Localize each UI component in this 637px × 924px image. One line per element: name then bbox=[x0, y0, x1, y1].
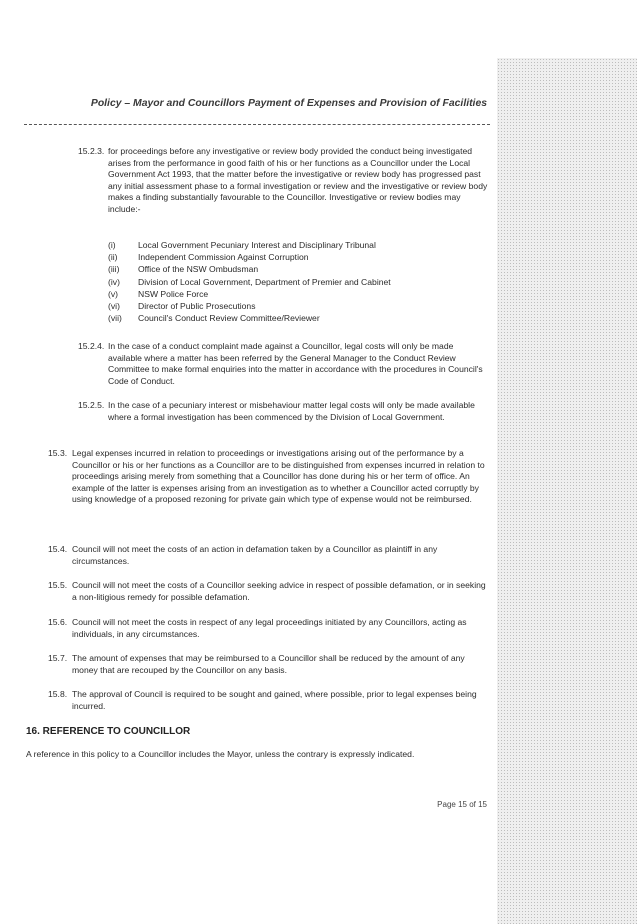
list-numeral: (iv) bbox=[108, 276, 120, 287]
clause-text: Legal expenses incurred in relation to proceedings or investigations arising out of the performance by a Councillor or his or her functions as a Councillor are to be distinguished from expenses incurred in relation to proceedings arising merely from something that a Councillor has done during his or her term of office. An example of the latter is expenses arising from an investigation as to whether a Councillor acted corruptly by using knowledge of a proposed rezoning for private gain which type of expense would not be reimbursed. bbox=[72, 448, 485, 504]
margin-texture-band bbox=[497, 58, 637, 924]
clause-15-2-5 bbox=[78, 400, 490, 436]
list-text: Office of the NSW Ombudsman bbox=[138, 264, 259, 275]
list-numeral: (ii) bbox=[108, 252, 118, 263]
clause-15-8 bbox=[48, 689, 490, 713]
clause-15-6 bbox=[48, 617, 490, 641]
clause-number: 15.6. bbox=[48, 617, 68, 627]
header-title: Policy – Mayor and Councillors Payment of Expenses and Provision of Facilities bbox=[90, 98, 487, 109]
clause-number: 15.2.4. bbox=[78, 341, 105, 351]
list-item bbox=[108, 240, 478, 252]
clause-text: The approval of Council is required to be sought and gained, where possible, prior to legal expenses being incurred. bbox=[72, 689, 477, 711]
clause-number: 15.2.3. bbox=[78, 146, 105, 156]
list-numeral: (v) bbox=[108, 288, 119, 299]
clause-text: Council will not meet the costs of a Councillor seeking advice in respect of possible defamation, or in seeking a non-litigious remedy for possible defamation. bbox=[72, 580, 486, 602]
list-text: Division of Local Government, Department of Premier and Cabinet bbox=[138, 276, 391, 287]
list-numeral: (iii) bbox=[108, 264, 120, 275]
list-item bbox=[108, 264, 478, 276]
clause-15-7 bbox=[48, 653, 490, 677]
clause-text: In the case of a conduct complaint made against a Councillor, legal costs will only be made available where a matter has been referred by the General Manager to the Conduct Review Committee to make formal enquiries into the matter in accordance with the procedures in Council's Code of Conduct. bbox=[108, 341, 483, 386]
clause-number: 15.2.5. bbox=[78, 400, 105, 410]
list-numeral: (vi) bbox=[108, 300, 120, 311]
clause-number: 15.4. bbox=[48, 544, 68, 554]
section-16-heading: 16. REFERENCE TO COUNCILLOR bbox=[26, 726, 191, 737]
list-item bbox=[108, 301, 478, 313]
header-rule bbox=[24, 124, 490, 125]
list-item bbox=[108, 313, 478, 325]
clause-15-3 bbox=[48, 448, 490, 532]
list-item bbox=[108, 289, 478, 301]
clause-text: for proceedings before any investigative or review body provided the conduct being investigated arises from the performance in good faith of his or her functions as a Councillor under the Local Government Act 1993, that the matter before the investigative or review body has progressed past any initial assessment phase to a formal investigation or review and the investigative or review body makes a finding substantially favourable to the Councillor. Investigative or review bodies may include:- bbox=[108, 146, 488, 214]
section-16-text: A reference in this policy to a Councillor includes the Mayor, unless the contrary is expressly indicated. bbox=[26, 749, 415, 759]
list-text: Council's Conduct Review Committee/Reviewer bbox=[138, 313, 320, 324]
list-text: NSW Police Force bbox=[138, 288, 209, 299]
list-numeral: (vii) bbox=[108, 313, 122, 324]
list-item bbox=[108, 277, 478, 289]
clause-text: The amount of expenses that may be reimbursed to a Councillor shall be reduced by the amount of any money that are recouped by the Councillor on any basis. bbox=[72, 653, 465, 675]
list-item bbox=[108, 252, 478, 264]
clause-number: 15.5. bbox=[48, 580, 68, 590]
clause-text: Council will not meet the costs of an action in defamation taken by a Councillor as plaintiff in any circumstances. bbox=[72, 544, 438, 566]
clause-15-4 bbox=[48, 544, 490, 568]
list-text: Local Government Pecuniary Interest and Disciplinary Tribunal bbox=[138, 240, 376, 250]
clause-text: In the case of a pecuniary interest or misbehaviour matter legal costs will only be made available where a formal investigation has been commenced by the Division of Local Government. bbox=[108, 400, 475, 422]
clause-15-2-4 bbox=[78, 341, 490, 389]
list-text: Independent Commission Against Corruption bbox=[138, 252, 309, 263]
clause-text: Council will not meet the costs in respect of any legal proceedings initiated by any Councillors, acting as individuals, in any circumstances. bbox=[72, 617, 467, 639]
clause-number: 15.7. bbox=[48, 653, 68, 663]
clause-15-2-3 bbox=[78, 146, 490, 241]
page-number: Page 15 of 15 bbox=[437, 800, 487, 809]
investigative-bodies-list bbox=[108, 240, 478, 325]
list-text: Director of Public Prosecutions bbox=[138, 300, 256, 311]
clause-number: 15.8. bbox=[48, 689, 68, 699]
clause-15-5 bbox=[48, 580, 490, 604]
list-numeral: (i) bbox=[108, 240, 116, 250]
clause-number: 15.3. bbox=[48, 448, 68, 458]
